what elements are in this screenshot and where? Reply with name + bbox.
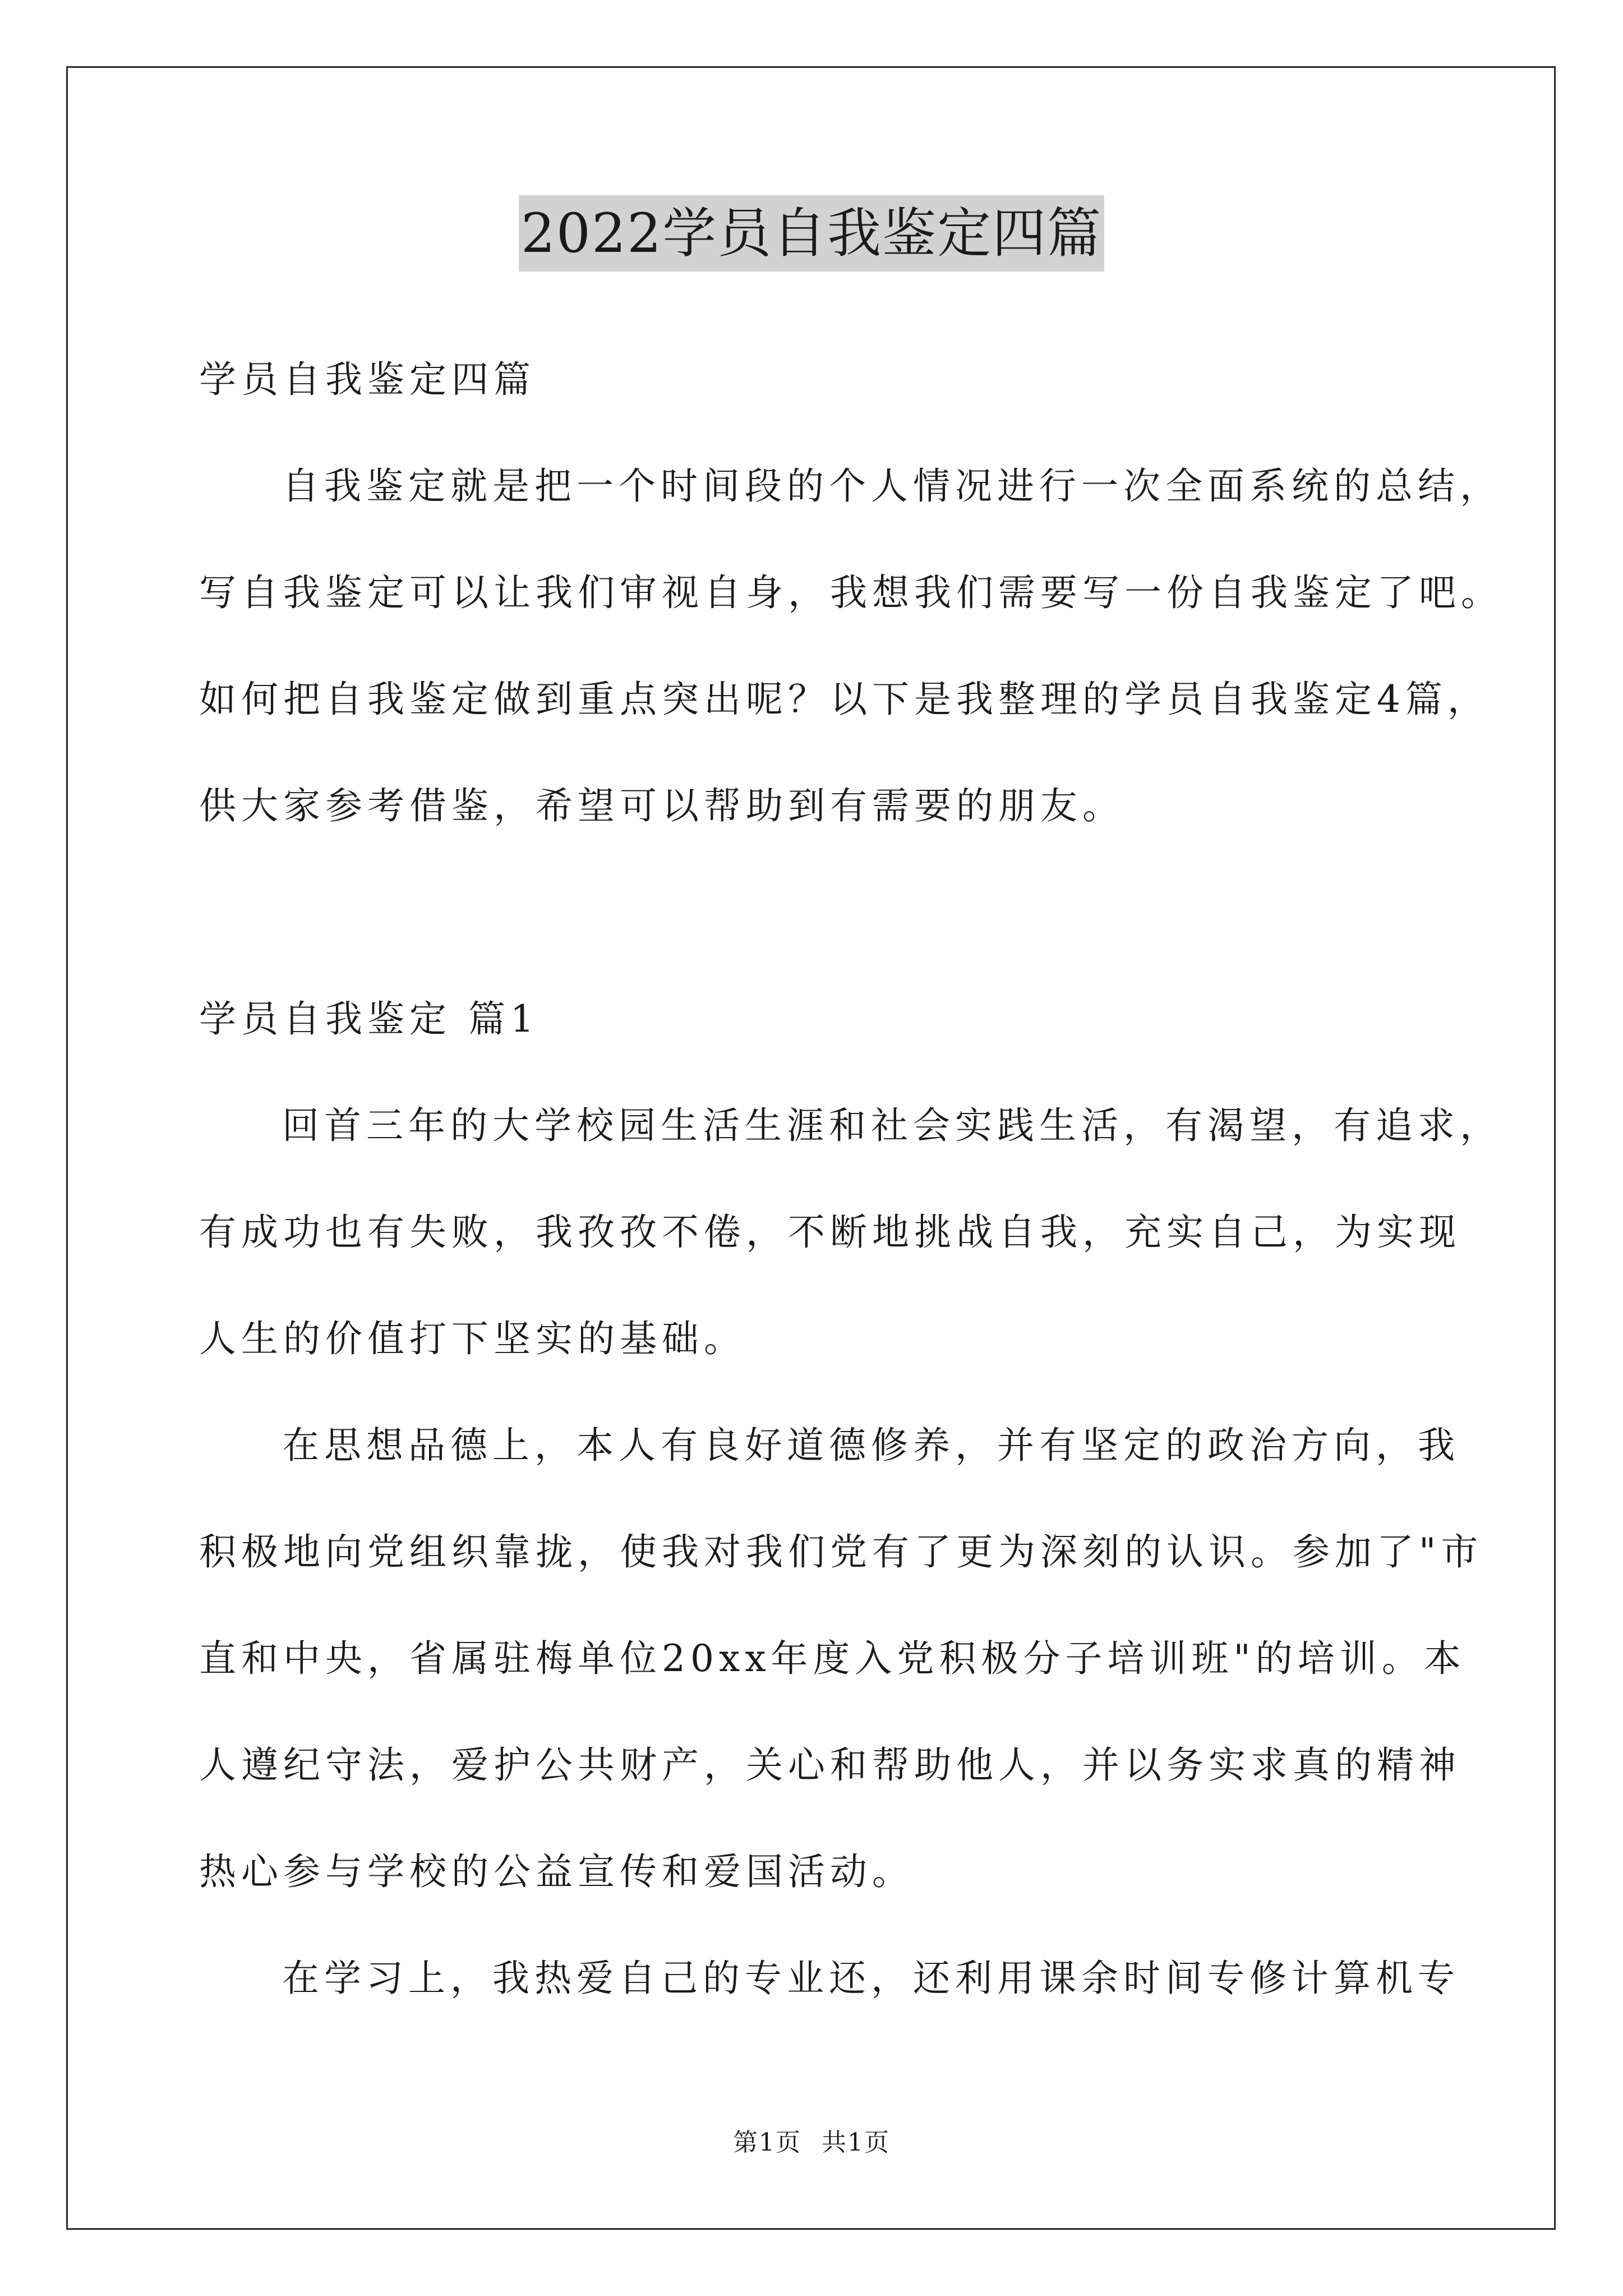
paragraph-line: 有成功也有失败，我孜孜不倦，不断地挑战自我，充实自己，为实现: [199, 1211, 1461, 1254]
paragraph-line: 人遵纪守法，爱护公共财产，关心和帮助他人，并以务实求真的精神: [199, 1743, 1461, 1787]
page-number-current: 第1页: [733, 2128, 801, 2157]
intro-line: 供大家参考借鉴，希望可以帮助到有需要的朋友。: [199, 784, 1124, 827]
paragraph-line: 热心参与学校的公益宣传和爱国活动。: [199, 1850, 914, 1893]
intro-line: 如何把自我鉴定做到重点突出呢？以下是我整理的学员自我鉴定4篇，: [199, 678, 1490, 721]
paragraph-line: 人生的价值打下坚实的基础。: [199, 1317, 746, 1360]
section-heading: 学员自我鉴定 篇1: [199, 997, 539, 1041]
document-title-text: 2022学员自我鉴定四篇: [519, 195, 1104, 272]
intro-line: 自我鉴定就是把一个时间段的个人情况进行一次全面系统的总结，: [282, 464, 1502, 508]
paragraph-line: 回首三年的大学校园生活生涯和社会实践生活，有渴望，有追求，: [282, 1104, 1502, 1147]
page-footer: [0, 2126, 1623, 2160]
paragraph-line: 在学习上，我热爱自己的专业还，还利用课余时间专修计算机专: [282, 1957, 1460, 2000]
paragraph-line: 直和中央，省属驻梅单位20xx年度入党积极分子培训班"的培训。本: [199, 1637, 1466, 1680]
paragraph-line: 在思想品德上，本人有良好道德修养，并有坚定的政治方向，我: [282, 1424, 1460, 1467]
subtitle: 学员自我鉴定四篇: [199, 358, 536, 401]
intro-line: 写自我鉴定可以让我们审视自身，我想我们需要写一份自我鉴定了吧。: [199, 571, 1503, 614]
blank-line: [199, 859, 1433, 966]
document-title: [0, 195, 1623, 272]
paragraph-line: 积极地向党组织靠拢，使我对我们党有了更为深刻的认识。参加了"市: [199, 1530, 1483, 1573]
document-body: [199, 326, 1503, 2032]
page-number-total: 共1页: [822, 2128, 890, 2157]
